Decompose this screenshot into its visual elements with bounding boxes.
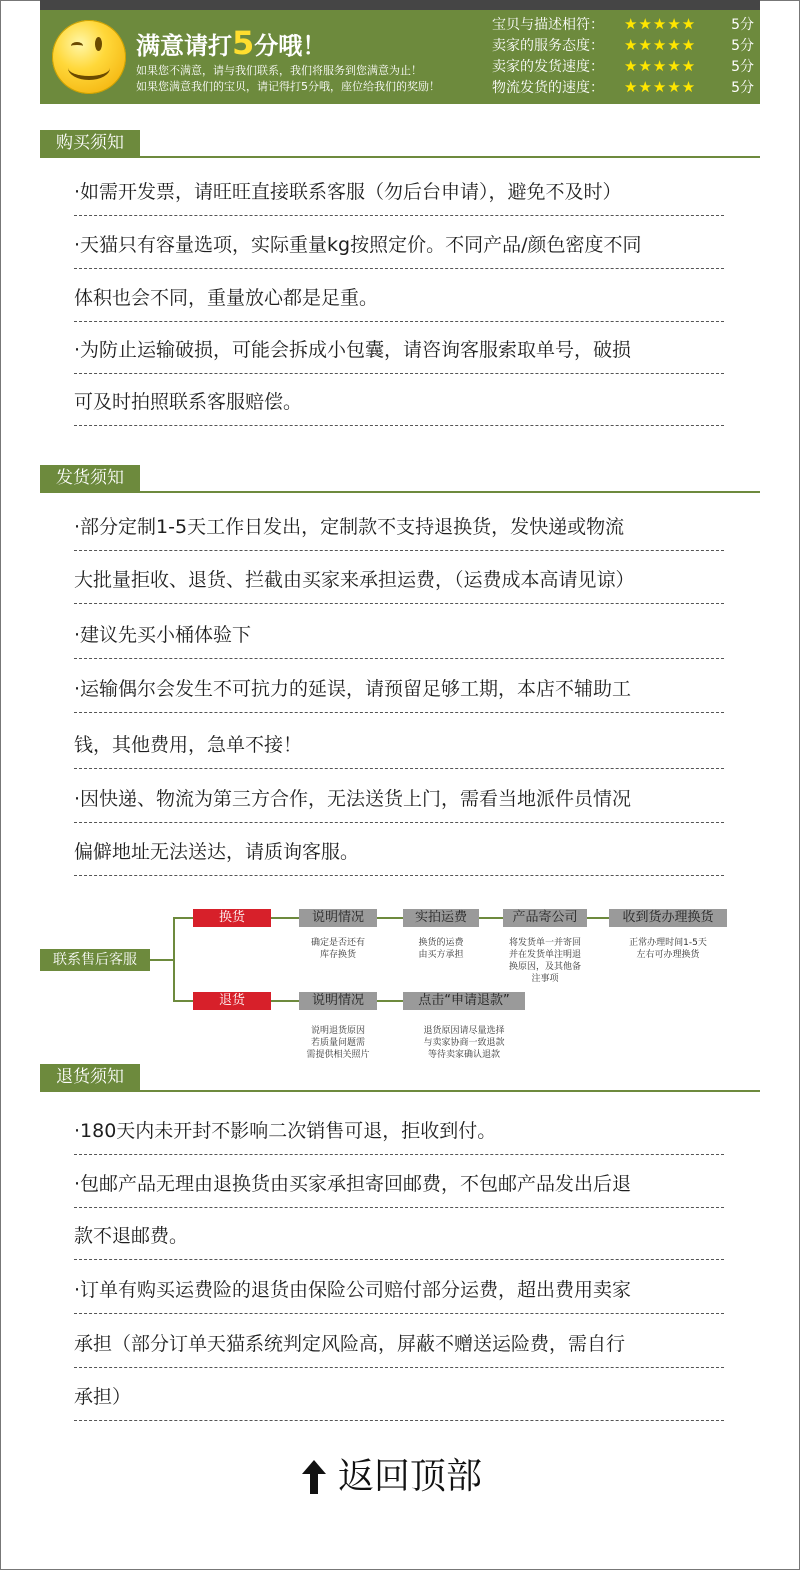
refund-step: 点击“申请退款” [403, 992, 525, 1010]
banner-line-1: 如果您不满意，请与我们联系，我们将服务到您满意为止！ [136, 64, 422, 77]
rating-score: 5分 [731, 37, 754, 54]
five-star-icon: ★★★★★ [624, 35, 697, 54]
shipping-section-header [40, 465, 760, 493]
back-to-top-label: 返回顶部 [338, 1456, 483, 1497]
five-star-icon: ★★★★★ [624, 56, 697, 75]
exchange-note: 正常办理时间1-5天 左右可办理换货 [629, 938, 707, 960]
purchase-section-header [40, 130, 760, 158]
top-bar [40, 0, 760, 10]
flow-connector [377, 917, 403, 919]
arrow-up-icon [302, 1460, 326, 1494]
returns-line: 承担（部分订单天猫系统判定风险高，屏蔽不赠送运险费，需自行 [74, 1315, 724, 1368]
rating-label: 物流发货的速度： [492, 79, 604, 96]
rating-banner [40, 10, 760, 104]
exchange-note: 换货的运费 由买方承担 [418, 938, 464, 960]
flow-connector [173, 917, 175, 1001]
rating-row [492, 13, 754, 34]
banner-title: 满意请打5分哦！ [136, 24, 327, 62]
flow-connector [587, 917, 609, 919]
purchase-section-title: 购买须知 [40, 130, 140, 156]
flow-connector [479, 917, 503, 919]
refund-label: 退货 [193, 992, 271, 1010]
purchase-line: ·天猫只有容量选项，实际重量kg按照定价。不同产品/颜色密度不同 [74, 216, 724, 269]
banner-line-2: 如果您满意我们的宝贝，请记得打5分哦，座位给我们的奖励！ [136, 80, 440, 93]
purchase-line: ·如需开发票，请旺旺直接联系客服（勿后台申请），避免不及时） [74, 163, 724, 216]
rating-score: 5分 [731, 16, 754, 33]
shipping-line: 偏僻地址无法送达，请质询客服。 [74, 823, 724, 876]
refund-note: 退货原因请尽量选择 与卖家协商一致退款 等待卖家确认退款 [423, 1026, 505, 1060]
five-star-icon: ★★★★★ [624, 77, 697, 96]
exchange-step: 收到货办理换货 [609, 909, 727, 927]
contact-after-sales-box: 联系售后客服 [40, 949, 150, 971]
five-star-icon: ★★★★★ [624, 14, 697, 33]
shipping-section-title: 发货须知 [40, 465, 140, 491]
returns-line: 承担） [74, 1368, 724, 1421]
rating-label: 宝贝与描述相符： [492, 16, 604, 33]
purchase-line: ·为防止运输破损，可能会拆成小包囊，请咨询客服索取单号，破损 [74, 321, 724, 374]
returns-section-header [40, 1064, 760, 1092]
returns-line: ·订单有购买运费险的退货由保险公司赔付部分运费，超出费用卖家 [74, 1261, 724, 1314]
exchange-note: 确定是否还有 库存换货 [310, 938, 365, 960]
exchange-note: 将发货单一并寄回 并在发货单注明退 换原因，及其他备 注事项 [508, 938, 581, 984]
returns-line: ·180天内未开封不影响二次销售可退，拒收到付。 [74, 1102, 724, 1155]
purchase-line: 体积也会不同，重量放心都是足重。 [74, 269, 724, 322]
smiley-face-icon [52, 20, 126, 94]
shipping-line: ·部分定制1-5天工作日发出，定制款不支持退换货，发快递或物流 [74, 498, 724, 551]
rating-row [492, 34, 754, 55]
returns-line: ·包邮产品无理由退换货由买家承担寄回邮费，不包邮产品发出后退 [74, 1155, 724, 1208]
refund-note: 说明退货原因 若质量问题需 需提供相关照片 [306, 1026, 370, 1060]
banner-title-number: 5 [232, 24, 255, 62]
ratings-list [492, 13, 754, 97]
refund-step: 说明情况 [299, 992, 377, 1010]
flow-connector [377, 1000, 403, 1002]
rating-row [492, 76, 754, 97]
returns-line: 款不退邮费。 [74, 1207, 724, 1260]
shipping-line: ·因快递、物流为第三方合作，无法送货上门，需看当地派件员情况 [74, 770, 724, 823]
flow-connector [271, 1000, 299, 1002]
rating-score: 5分 [731, 58, 754, 75]
back-to-top-link[interactable] [300, 1452, 520, 1502]
purchase-line: 可及时拍照联系客服赔偿。 [74, 373, 724, 426]
exchange-step: 实拍运费 [403, 909, 479, 927]
returns-section-title: 退货须知 [40, 1064, 140, 1090]
rating-label: 卖家的发货速度： [492, 58, 604, 75]
shipping-line: ·运输偶尔会发生不可抗力的延误，请预留足够工期，本店不辅助工 [74, 660, 724, 713]
flow-connector [173, 917, 193, 919]
shipping-line: 大批量拒收、退货、拦截由买家来承担运费，（运费成本高请见谅） [74, 551, 724, 604]
exchange-label: 换货 [193, 909, 271, 927]
shipping-line: ·建议先买小桶体验下 [74, 606, 724, 659]
flow-connector [150, 959, 174, 961]
exchange-step: 产品寄公司 [503, 909, 587, 927]
flow-connector [271, 917, 299, 919]
rating-row [492, 55, 754, 76]
rating-label: 卖家的服务态度： [492, 37, 604, 54]
shipping-line: 钱，其他费用，急单不接！ [74, 716, 724, 769]
flow-connector [173, 1000, 193, 1002]
rating-score: 5分 [731, 79, 754, 96]
exchange-step: 说明情况 [299, 909, 377, 927]
